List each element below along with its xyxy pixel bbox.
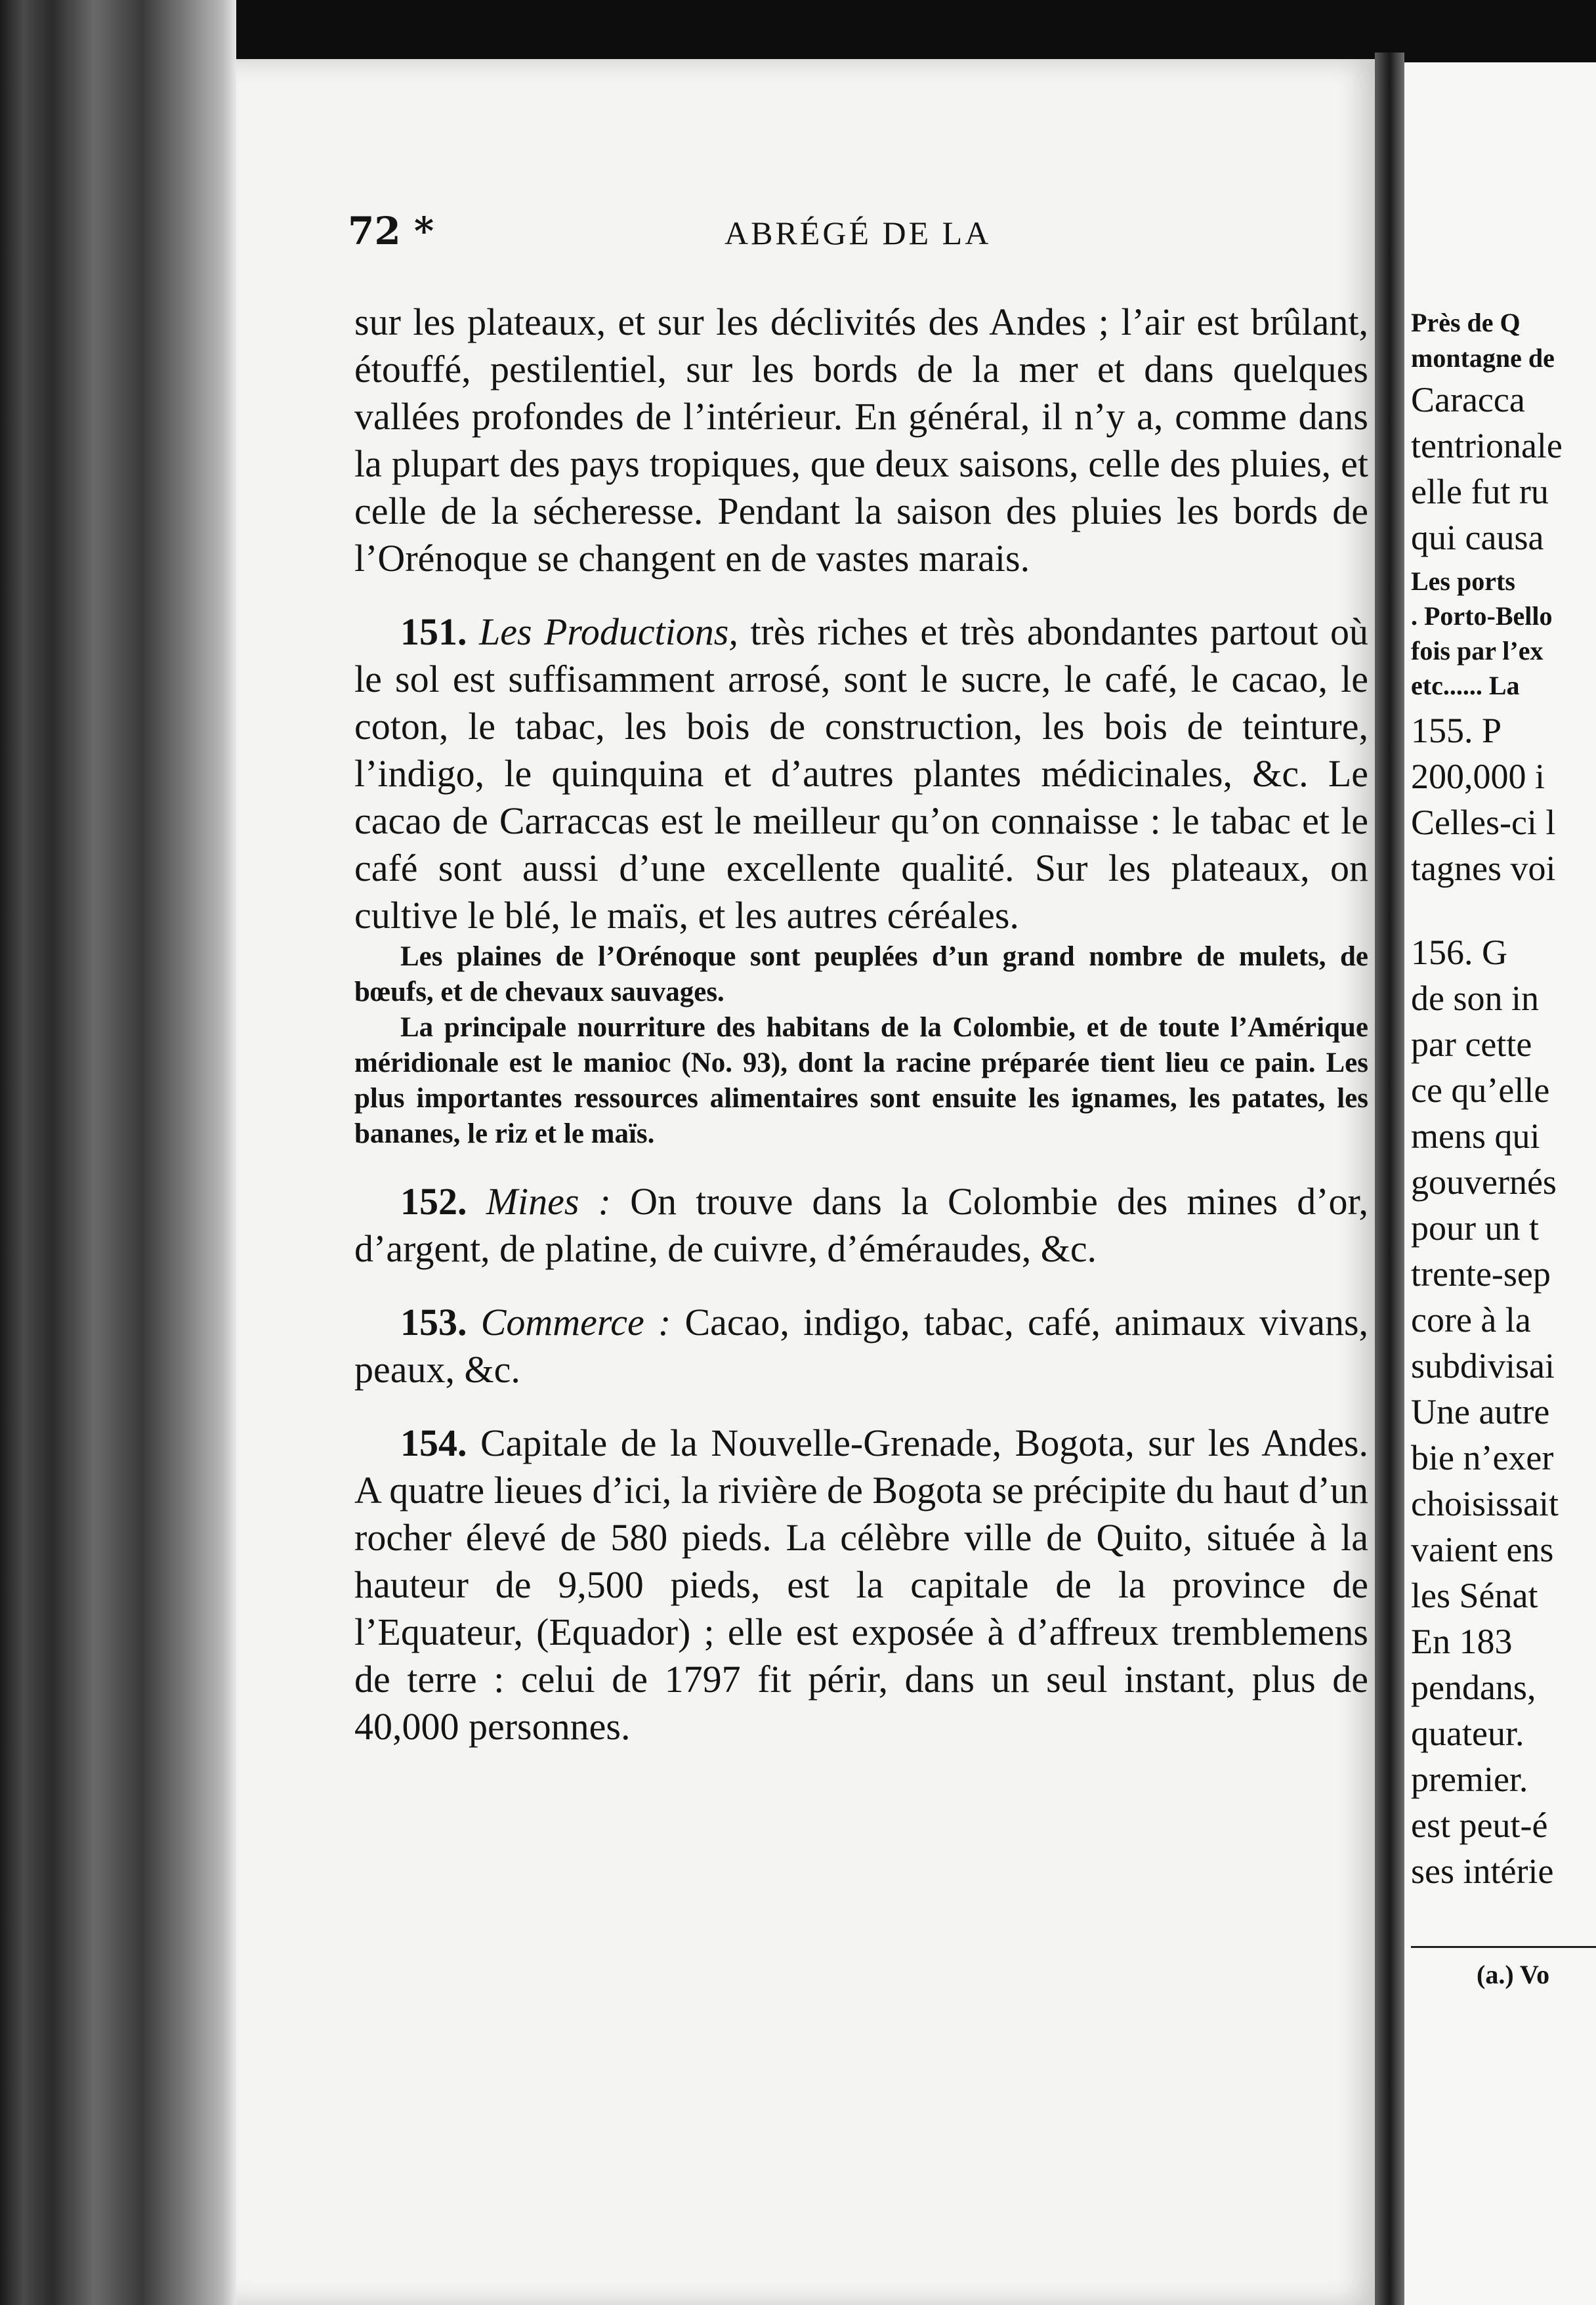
page-number: 72 *	[348, 209, 434, 253]
section-number: 153.	[400, 1301, 481, 1343]
paragraph-151	[354, 608, 1368, 939]
footnote-rule	[1411, 1946, 1596, 1948]
right-line: En 183	[1411, 1622, 1513, 1661]
note-plaines: Les plaines de l’Orénoque sont peuplées d’un grand nombre de mulets, de bœufs, et de chevaux sauvages.	[354, 941, 1368, 1007]
running-head-title: ABRÉGÉ DE LA	[724, 215, 992, 251]
paragraph-152	[354, 1178, 1368, 1273]
right-line: Une autre	[1411, 1392, 1550, 1431]
right-line: core à la	[1411, 1300, 1531, 1340]
right-line: 155. P	[1411, 711, 1502, 750]
scan-background-top	[0, 0, 1596, 59]
book-gutter	[1375, 53, 1404, 2305]
right-line: pour un t	[1411, 1208, 1539, 1248]
right-line: Caracca	[1411, 380, 1525, 419]
section-number: 151.	[400, 610, 479, 653]
right-line: gouvernés	[1411, 1162, 1557, 1202]
section-text: On trouve dans la Colombie des mines d’or, d’argent, de platine, de cuivre, d’éméraudes, &c.	[354, 1180, 1369, 1270]
section-lead: Commerce :	[480, 1301, 685, 1343]
right-line: les Sénat	[1411, 1576, 1538, 1615]
right-footnote: (a.) Vo	[1477, 1960, 1550, 1989]
right-line: choisissait	[1411, 1484, 1559, 1523]
right-line: est peut-é	[1411, 1806, 1548, 1845]
right-line: 200,000 i	[1411, 757, 1545, 796]
section-number: 154.	[400, 1422, 480, 1464]
section-lead: Mines :	[486, 1180, 631, 1223]
right-line: etc...... La	[1411, 671, 1520, 700]
right-line: fois par l’ex	[1411, 636, 1544, 666]
right-line: pendans,	[1411, 1668, 1536, 1707]
right-line: elle fut ru	[1411, 472, 1549, 511]
right-line: mens qui	[1411, 1116, 1540, 1156]
right-line: ses intérie	[1411, 1851, 1554, 1891]
section-lead: Les Productions,	[478, 610, 751, 653]
section-text: très riches et très abondantes partout où le sol est suffisamment arrosé, sont le sucre, le café, le cacao, le coton, le tabac, les bois de construction, les bois de teinture, l’indigo, le quinquina et d’autres plantes médicinales, &c. Le cacao de Carraccas est le meilleur qu’on connaisse : le tabac et le café sont aussi d’une excellente qualité. Sur les plateaux, on cultive le blé, le maïs, et les autres céréales.	[354, 610, 1369, 937]
right-line: montagne de	[1411, 343, 1555, 373]
left-page-body	[354, 299, 1368, 1750]
right-line: bie n’exer	[1411, 1438, 1554, 1477]
paragraph-153	[354, 1299, 1368, 1393]
right-line: quateur.	[1411, 1714, 1524, 1753]
paragraph-intro: sur les plateaux, et sur les déclivités des Andes ; l’air est brûlant, étouffé, pestilentiel, sur les bords de la mer et dans quelques vallées profondes de l’intérieur. En général, il n’y a, comme dans la plupart des pays tropiques, que deux saisons, celle des pluies, et celle de la sécheresse. Pendant la saison des pluies les bords de l’Orénoque se changent en de vastes marais.	[354, 301, 1368, 580]
paragraph-154	[354, 1420, 1368, 1750]
running-head	[348, 209, 1372, 261]
right-line: qui causa	[1411, 518, 1544, 557]
section-number: 152.	[400, 1180, 486, 1223]
right-line: par cette	[1411, 1025, 1532, 1064]
right-line: ce qu’elle	[1411, 1070, 1550, 1110]
right-line: subdivisai	[1411, 1346, 1555, 1385]
right-line: vaient ens	[1411, 1530, 1554, 1569]
right-line: Près de Q	[1411, 308, 1521, 337]
section-text: Cacao, indigo, tabac, café, animaux vivans, peaux, &c.	[354, 1301, 1369, 1391]
right-line: Les ports	[1411, 566, 1515, 596]
right-line: de son in	[1411, 979, 1539, 1018]
right-line: tentrionale	[1411, 426, 1563, 465]
right-line: Celles-ci l	[1411, 803, 1556, 842]
right-line: 156. G	[1411, 933, 1507, 972]
right-line: . Porto-Bello	[1411, 601, 1553, 631]
right-line: premier.	[1411, 1760, 1528, 1799]
right-line: trente-sep	[1411, 1254, 1551, 1294]
section-text: Capitale de la Nouvelle-Grenade, Bogota, sur les Andes. A quatre lieues d’ici, la rivière de Bogota se précipite du haut d’un rocher élevé de 580 pieds. La célèbre ville de Quito, située à la hauteur de 9,500 pieds, est la capitale de la province de l’Equateur, (Equador) ; elle est exposée à d’affreux tremblemens de terre : celui de 1797 fit périr, dans un seul instant, plus de 40,000 personnes.	[354, 1422, 1369, 1748]
right-line: tagnes voi	[1411, 849, 1556, 888]
note-nourriture: La principale nourriture des habitans de la Colombie, et de toute l’Amérique méridionale est le manioc (No. 93), dont la racine préparée tient lieu ce pain. Les plus importantes ressources alimentaires sont ensuite les ignames, les patates, les bananes, le riz et le maïs.	[354, 1012, 1368, 1149]
page-stack-edge	[0, 0, 236, 2305]
